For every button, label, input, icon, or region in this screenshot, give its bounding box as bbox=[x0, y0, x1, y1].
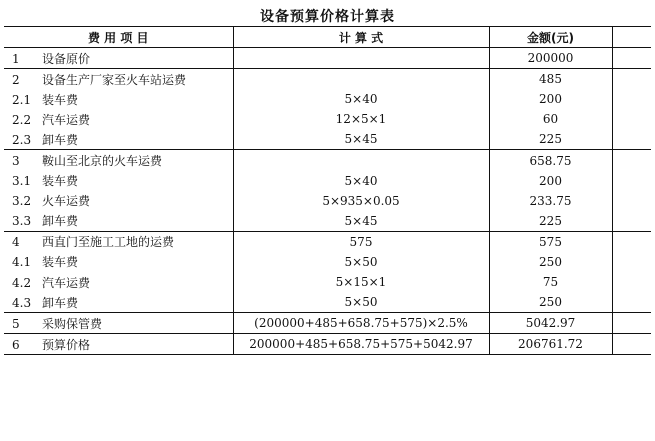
amount-cell: 5042.97 bbox=[489, 313, 612, 334]
table-body bbox=[4, 48, 651, 355]
header-item: 费 用 项 目 bbox=[4, 27, 233, 48]
item-number: 1 bbox=[12, 51, 20, 66]
item-cell bbox=[4, 211, 233, 232]
item-label: 采购保管费 bbox=[42, 316, 103, 331]
formula-cell: 12×5×1 bbox=[233, 109, 489, 129]
item-number: 4.1 bbox=[12, 255, 32, 270]
item-number: 3 bbox=[12, 154, 20, 169]
item-number: 5 bbox=[12, 316, 20, 331]
table-row bbox=[4, 48, 651, 69]
item-number: 3.3 bbox=[12, 214, 32, 229]
item-number: 2.3 bbox=[12, 132, 32, 147]
table-row bbox=[4, 252, 651, 272]
amount-cell: 206761.72 bbox=[489, 334, 612, 355]
table-row bbox=[4, 334, 651, 355]
item-label: 设备原价 bbox=[42, 51, 91, 66]
table-row bbox=[4, 313, 651, 334]
blank-cell bbox=[612, 211, 651, 232]
item-cell bbox=[4, 231, 233, 252]
item-number: 4.3 bbox=[12, 295, 32, 310]
blank-cell bbox=[612, 272, 651, 292]
blank-cell bbox=[612, 109, 651, 129]
blank-cell bbox=[612, 171, 651, 191]
item-cell bbox=[4, 292, 233, 313]
item-cell bbox=[4, 48, 233, 69]
amount-cell: 200 bbox=[489, 89, 612, 109]
item-label: 卸车费 bbox=[42, 132, 79, 147]
amount-cell: 250 bbox=[489, 292, 612, 313]
amount-cell: 75 bbox=[489, 272, 612, 292]
blank-cell bbox=[612, 150, 651, 171]
header-formula: 计 算 式 bbox=[233, 27, 489, 48]
header-amount: 金额(元) bbox=[489, 27, 612, 48]
item-label: 汽车运费 bbox=[42, 275, 91, 290]
formula-cell: 575 bbox=[233, 231, 489, 252]
blank-cell bbox=[612, 231, 651, 252]
item-cell bbox=[4, 272, 233, 292]
table-row bbox=[4, 231, 651, 252]
formula-cell bbox=[233, 150, 489, 171]
header-row bbox=[4, 27, 651, 48]
item-cell bbox=[4, 252, 233, 272]
item-cell bbox=[4, 191, 233, 211]
formula-cell: 5×15×1 bbox=[233, 272, 489, 292]
table-row bbox=[4, 109, 651, 129]
amount-cell: 200 bbox=[489, 171, 612, 191]
table-row bbox=[4, 129, 651, 150]
table-row bbox=[4, 292, 651, 313]
item-cell bbox=[4, 109, 233, 129]
item-label: 设备生产厂家至火车站运费 bbox=[42, 72, 187, 87]
amount-cell: 485 bbox=[489, 69, 612, 90]
item-label: 卸车费 bbox=[42, 295, 79, 310]
blank-cell bbox=[612, 252, 651, 272]
item-label: 汽车运费 bbox=[42, 112, 91, 127]
formula-cell: 5×45 bbox=[233, 129, 489, 150]
amount-cell: 575 bbox=[489, 231, 612, 252]
item-cell bbox=[4, 150, 233, 171]
item-label: 装车费 bbox=[42, 255, 79, 270]
blank-cell bbox=[612, 129, 651, 150]
blank-cell bbox=[612, 313, 651, 334]
item-label: 鞍山至北京的火车运费 bbox=[42, 154, 163, 169]
item-cell bbox=[4, 69, 233, 90]
blank-cell bbox=[612, 292, 651, 313]
header-blank bbox=[612, 27, 651, 48]
formula-cell bbox=[233, 48, 489, 69]
table-title: 设备预算价格计算表 bbox=[260, 9, 395, 25]
item-cell bbox=[4, 89, 233, 109]
blank-cell bbox=[612, 334, 651, 355]
item-cell bbox=[4, 334, 233, 355]
item-number: 4.2 bbox=[12, 275, 32, 290]
table-row bbox=[4, 89, 651, 109]
formula-cell: 200000+485+658.75+575+5042.97 bbox=[233, 334, 489, 355]
item-cell bbox=[4, 313, 233, 334]
item-number: 3.1 bbox=[12, 174, 32, 189]
item-number: 3.2 bbox=[12, 194, 32, 209]
item-label: 火车运费 bbox=[42, 194, 91, 209]
amount-cell: 60 bbox=[489, 109, 612, 129]
blank-cell bbox=[612, 69, 651, 90]
item-label: 西直门至施工工地的运费 bbox=[42, 235, 175, 250]
table-row bbox=[4, 272, 651, 292]
item-number: 4 bbox=[12, 235, 20, 250]
formula-cell: 5×50 bbox=[233, 252, 489, 272]
item-cell bbox=[4, 171, 233, 191]
item-cell bbox=[4, 129, 233, 150]
item-label: 卸车费 bbox=[42, 214, 79, 229]
item-number: 2 bbox=[12, 72, 20, 87]
table-row bbox=[4, 211, 651, 232]
formula-cell: 5×50 bbox=[233, 292, 489, 313]
formula-cell: 5×935×0.05 bbox=[233, 191, 489, 211]
item-label: 预算价格 bbox=[42, 337, 91, 352]
blank-cell bbox=[612, 48, 651, 69]
amount-cell: 200000 bbox=[489, 48, 612, 69]
item-number: 6 bbox=[12, 337, 20, 352]
formula-cell: 5×45 bbox=[233, 211, 489, 232]
formula-cell bbox=[233, 69, 489, 90]
item-label: 装车费 bbox=[42, 174, 79, 189]
formula-cell: 5×40 bbox=[233, 171, 489, 191]
amount-cell: 225 bbox=[489, 129, 612, 150]
amount-cell: 658.75 bbox=[489, 150, 612, 171]
table-row bbox=[4, 191, 651, 211]
formula-cell: 5×40 bbox=[233, 89, 489, 109]
item-number: 2.1 bbox=[12, 92, 32, 107]
table-row bbox=[4, 171, 651, 191]
budget-calculation-table bbox=[4, 26, 651, 355]
table-row bbox=[4, 69, 651, 90]
item-label: 装车费 bbox=[42, 92, 79, 107]
amount-cell: 225 bbox=[489, 211, 612, 232]
item-number: 2.2 bbox=[12, 112, 32, 127]
blank-cell bbox=[612, 191, 651, 211]
table-row bbox=[4, 150, 651, 171]
amount-cell: 250 bbox=[489, 252, 612, 272]
blank-cell bbox=[612, 89, 651, 109]
amount-cell: 233.75 bbox=[489, 191, 612, 211]
formula-cell: (200000+485+658.75+575)×2.5% bbox=[233, 313, 489, 334]
